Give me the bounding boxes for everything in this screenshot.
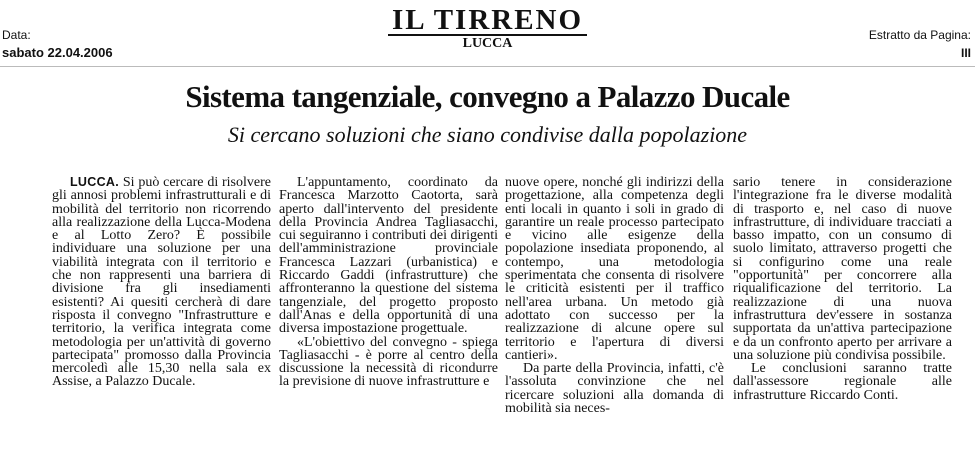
article-paragraph: sario tenere in considerazione l'integrazione fra le diverse modalità di trasporto e, nel caso di nuove infrastrutture, di individuare tracciati a basso impatto, con un consumo di suolo limitato, attraverso progetti che si configurino come una reale "opportunità" per concorrere alla riqualificazione del territorio. La realizzazione di una nuova infrastruttura dev'essere in sostanza supportata da un'attiva partecipazione e da un confronto aperto per arrivare a una soluzione più condivisa possibile. (733, 175, 952, 363)
newspaper-name: IL TIRRENO (388, 6, 587, 36)
extract-label: Estratto da Pagina: (868, 28, 971, 42)
edition-name: LUCCA (462, 36, 513, 51)
article-paragraph: nuove opere, nonché gli indirizzi della progettazione, alla competenza degli enti locali in quanto i soli in grado di garantire un reale processo partecipato e vicino alle esigenze della popolazione insediata proponendo, al contempo, una metodologia sperimentata che consenta di risolvere le criticità esistenti per il traffico nell'area urbana. Un metodo già adottato con successo per la realizzazione di alcune opere sul territorio e l'apertura di diversi cantieri». (505, 175, 724, 363)
article-column-3 (505, 176, 724, 415)
article-paragraph (52, 176, 271, 389)
article-paragraph: Da parte della Provincia, infatti, c'è l'assoluta convinzione che nel ricercare soluzioni alla domanda di mobilità sia neces- (505, 361, 724, 417)
publication-date: sabato 22.04.2006 (2, 45, 113, 60)
header-divider (0, 66, 975, 67)
article-dateline: LUCCA. (70, 175, 120, 189)
article-column-2 (279, 176, 498, 389)
article-subheadline: Si cercano soluzioni che siano condivise dalla popolazione (227, 122, 748, 147)
article-paragraph: L'appuntamento, coordinato da Francesca Marzotto Caotorta, sarà aperto dall'intervento del presidente della Provincia Andrea Tagliasacchi, cui seguiranno i contributi dei dirigenti dell'amministrazione provinciale Francesca Lazzari (urbanistica) e Riccardo Gaddi (infrastrutture) che affronteranno la questione del sistema tangenziale, del progetto proposto dall'Anas e della opportunità di una diversa impostazione progettuale. (279, 175, 498, 337)
article-paragraph: «L'obiettivo del convegno - spiega Tagliasacchi - è porre al centro della discussione la necessità di ricondurre la previsione di nuove infrastrutture e (279, 334, 498, 390)
paragraph-text: Si può cercare di risolvere gli annosi problemi infrastrutturali e di mobilità del territorio non ricorrendo alla realizzazione della Lucca-Modena e al Lotto Zero? È possibile individuare una soluzione per una viabilità integrata con il territorio e che non rappresenti una barriera di divisione fra gli insediamenti esistenti? Ai quesiti cercherà di dare risposta il convegno "Infrastrutture e territorio, la verifica integrata come metodologia per un'attività di governo partecipata" promosso dalla Provincia mercoledì alle 15,30 nella sala ex Assise, a Palazzo Ducale. (52, 175, 271, 390)
date-label: Data: (2, 28, 31, 42)
masthead (360, 6, 615, 51)
article-column-4 (733, 176, 952, 402)
article-headline: Sistema tangenziale, convegno a Palazzo Ducale (185, 79, 790, 114)
article-paragraph: Le conclusioni saranno tratte dall'assessore regionale alle infrastrutture Riccardo Conti. (733, 361, 952, 403)
article-column-1 (52, 176, 271, 389)
page-number: III (960, 46, 971, 60)
